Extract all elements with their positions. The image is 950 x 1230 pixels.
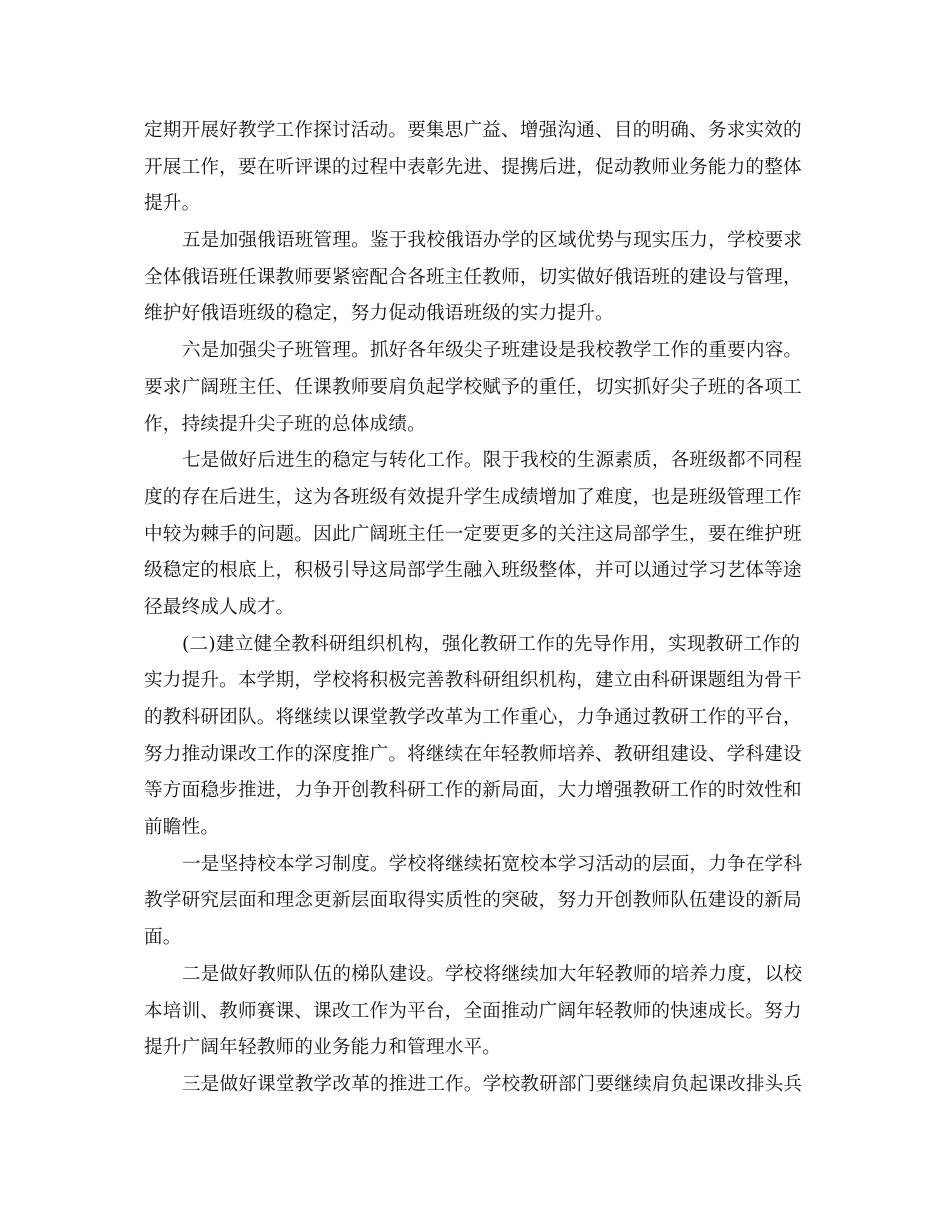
paragraph-6 — [144, 847, 803, 957]
text-line: 径最终成人成才。 — [144, 596, 295, 618]
text-line: 度的存在后进生，这为各班级有效提升学生成绩增加了难度，也是班级管理工作 — [144, 486, 802, 508]
text-line: 本培训、教师赛课、课改工作为平台，全面推动广阔年轻教师的快速成长。努力 — [144, 1000, 802, 1022]
text-line: 二是做好教师队伍的梯队建设。学校将继续加大年轻教师的培养力度，以校 — [182, 963, 803, 985]
paragraph-5 — [144, 627, 800, 847]
paragraph-3 — [144, 333, 803, 443]
paragraph-8 — [144, 1067, 803, 1104]
text-line: 三是做好课堂教学改革的推进工作。学校教研部门要继续肩负起课改排头兵 — [182, 1073, 803, 1095]
text-line: 一是坚持校本学习制度。学校将继续拓宽校本学习活动的层面，力争在学科 — [182, 853, 803, 875]
text-line: 等方面稳步推进，力争开创教科研工作的新局面，大力增强教研工作的时效性和 — [144, 780, 802, 802]
document-body — [144, 113, 803, 1104]
text-line: 级稳定的根底上，积极引导这局部学生融入班级整体，并可以通过学习艺体等途 — [144, 560, 802, 582]
text-line: 努力推动课改工作的深度推广。将继续在年轻教师培养、教研组建设、学科建设 — [144, 743, 802, 765]
text-line: (二)建立健全教科研组织机构，强化教研工作的先导作用，实现教研工作的 — [182, 633, 800, 655]
paragraph-4 — [144, 443, 803, 626]
paragraph-1 — [144, 113, 800, 223]
text-line: 定期开展好教学工作探讨活动。要集思广益、增强沟通、目的明确、务求实效的 — [144, 120, 802, 141]
text-line: 提升广阔年轻教师的业务能力和管理水平。 — [144, 1037, 502, 1059]
text-line: 要求广阔班主任、任课教师要肩负起学校赋予的重任，切实抓好尖子班的各项工 — [144, 376, 802, 398]
text-line: 实力提升。本学期，学校将积极完善教科研组织机构，建立由科研课题组为骨干 — [144, 670, 802, 692]
text-line: 全体俄语班任课教师要紧密配合各班主任教师，切实做好俄语班的建设与管理， — [144, 266, 802, 288]
paragraph-2 — [144, 223, 803, 333]
text-line: 七是做好后进生的稳定与转化工作。限于我校的生源素质，各班级都不同程 — [182, 450, 803, 472]
text-line: 作，持续提升尖子班的总体成绩。 — [144, 413, 426, 435]
text-line: 的教科研团队。将继续以课堂教学改革为工作重心，力争通过教研工作的平台， — [144, 707, 802, 728]
text-line: 教学研究层面和理念更新层面取得实质性的突破，努力开创教师队伍建设的新局 — [144, 890, 802, 912]
text-line: 六是加强尖子班管理。抓好各年级尖子班建设是我校教学工作的重要内容。 — [182, 340, 803, 362]
paragraph-7 — [144, 957, 803, 1067]
text-line: 中较为棘手的问题。因此广阔班主任一定要更多的关注这局部学生，要在维护班 — [144, 523, 802, 545]
text-line: 维护好俄语班级的稳定，努力促动俄语班级的实力提升。 — [144, 303, 614, 325]
text-line: 前瞻性。 — [144, 817, 220, 839]
text-line: 开展工作，要在听评课的过程中表彰先进、提携后进，促动教师业务能力的整体 — [144, 156, 802, 178]
text-line: 面。 — [144, 927, 182, 949]
text-line: 提升。 — [144, 193, 201, 215]
text-line: 五是加强俄语班管理。鉴于我校俄语办学的区域优势与现实压力，学校要求 — [182, 230, 803, 252]
